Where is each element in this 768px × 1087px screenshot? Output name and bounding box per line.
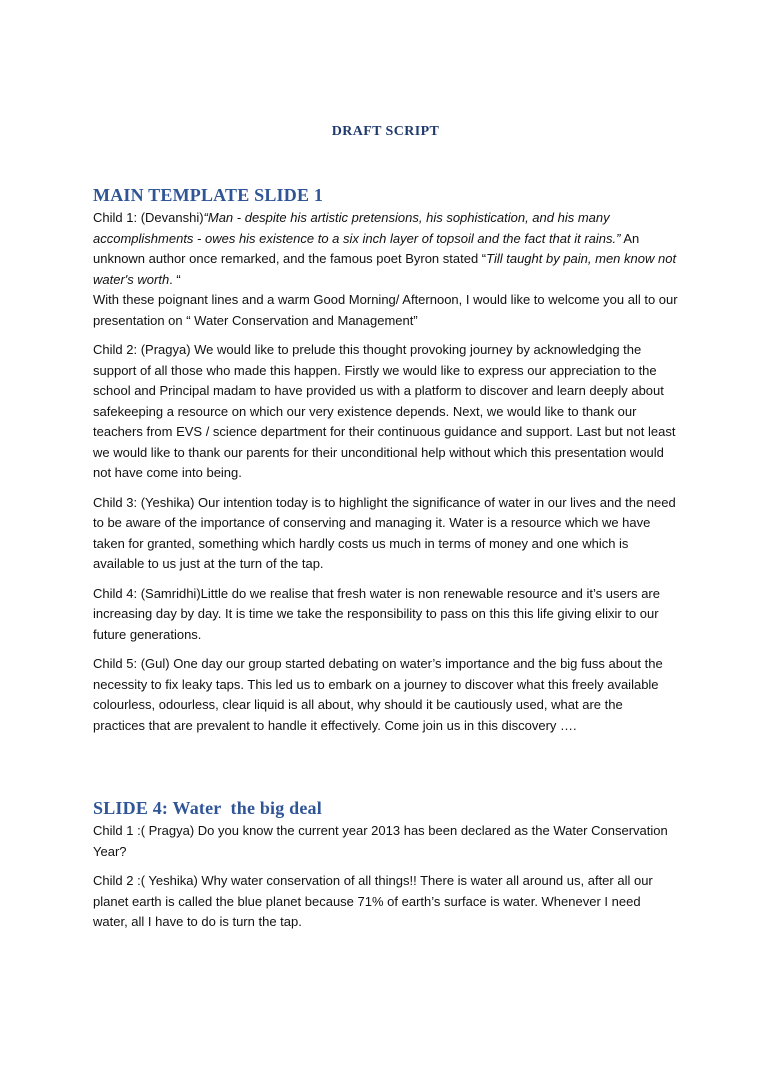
section-slide-4 (93, 797, 678, 933)
child1-quote-2: Till taught by pain, men know not water's worth (93, 251, 677, 287)
child5-paragraph: Child 5: (Gul) One day our group started debating on water’s importance and the big fuss about the necessity to fix leaky taps. This led us to embark on a journey to discover what this freely available colourless, odourless, clear liquid is all about, why should it be cautiously used, what are the practices that are prevalent to handle it effectively. Come join us in this discovery …. (93, 656, 663, 733)
child1-text-1: An unknown author once remarked, and the famous poet Byron stated “ (93, 230, 640, 266)
document-title: DRAFT SCRIPT (331, 124, 440, 139)
section-spacer (93, 745, 678, 797)
child1-text-2: . “ (169, 271, 181, 287)
child1-paragraph (93, 208, 678, 290)
section-main-template-slide-1 (93, 184, 678, 736)
section-heading: SLIDE 4: Water the big deal (93, 798, 322, 818)
child1-speaker: Child 1: (Devanshi) (93, 210, 204, 225)
slide4-child1-paragraph: Child 1 :( Pragya) Do you know the current year 2013 has been declared as the Water Conservation Year? (93, 823, 668, 859)
document-body (93, 122, 678, 942)
section-heading: MAIN TEMPLATE SLIDE 1 (93, 185, 324, 205)
slide4-child2-paragraph: Child 2 :( Yeshika) Why water conservation of all things!! There is water all around us, after all our planet earth is called the blue planet because 71% of earth’s surface is water. Whenever I need water, all I have to do is turn the tap. (93, 873, 653, 929)
child1-followup-paragraph: With these poignant lines and a warm Good Morning/ Afternoon, I would like to welcome you all to our presentation on “ Water Conservation and Management” (93, 292, 678, 328)
child2-paragraph: Child 2: (Pragya) We would like to prelude this thought provoking journey by acknowledging the support of all those who made this happen. Firstly we would like to express our appreciation to the school and Principal madam to have provided us with a platform to discover and learn deeply about safekeeping a resource on which our very existence depends. Next, we would like to thank our teachers from EVS / science department for their continuous guidance and support. Last but not least we would like to thank our parents for their unconditional help without which this presentation would not have come into being. (93, 342, 676, 480)
child3-paragraph: Child 3: (Yeshika) Our intention today is to highlight the significance of water in our lives and the need to be aware of the importance of conserving and managing it. Water is a resource which we have taken for granted, something which hardly costs us much in terms of money and one which is available to us just at the turn of the tap. (93, 494, 676, 571)
child4-paragraph: Child 4: (Samridhi)Little do we realise that fresh water is non renewable resource and it’s users are increasing day by day. It is time we take the responsibility to pass on this this life giving elixir to our future generations. (93, 585, 660, 642)
child1-quote-1: “Man - despite his artistic pretensions, his sophistication, and his many accomplishments - owes his existence to a six inch layer of topsoil and the fact that it rains.” (93, 210, 621, 246)
